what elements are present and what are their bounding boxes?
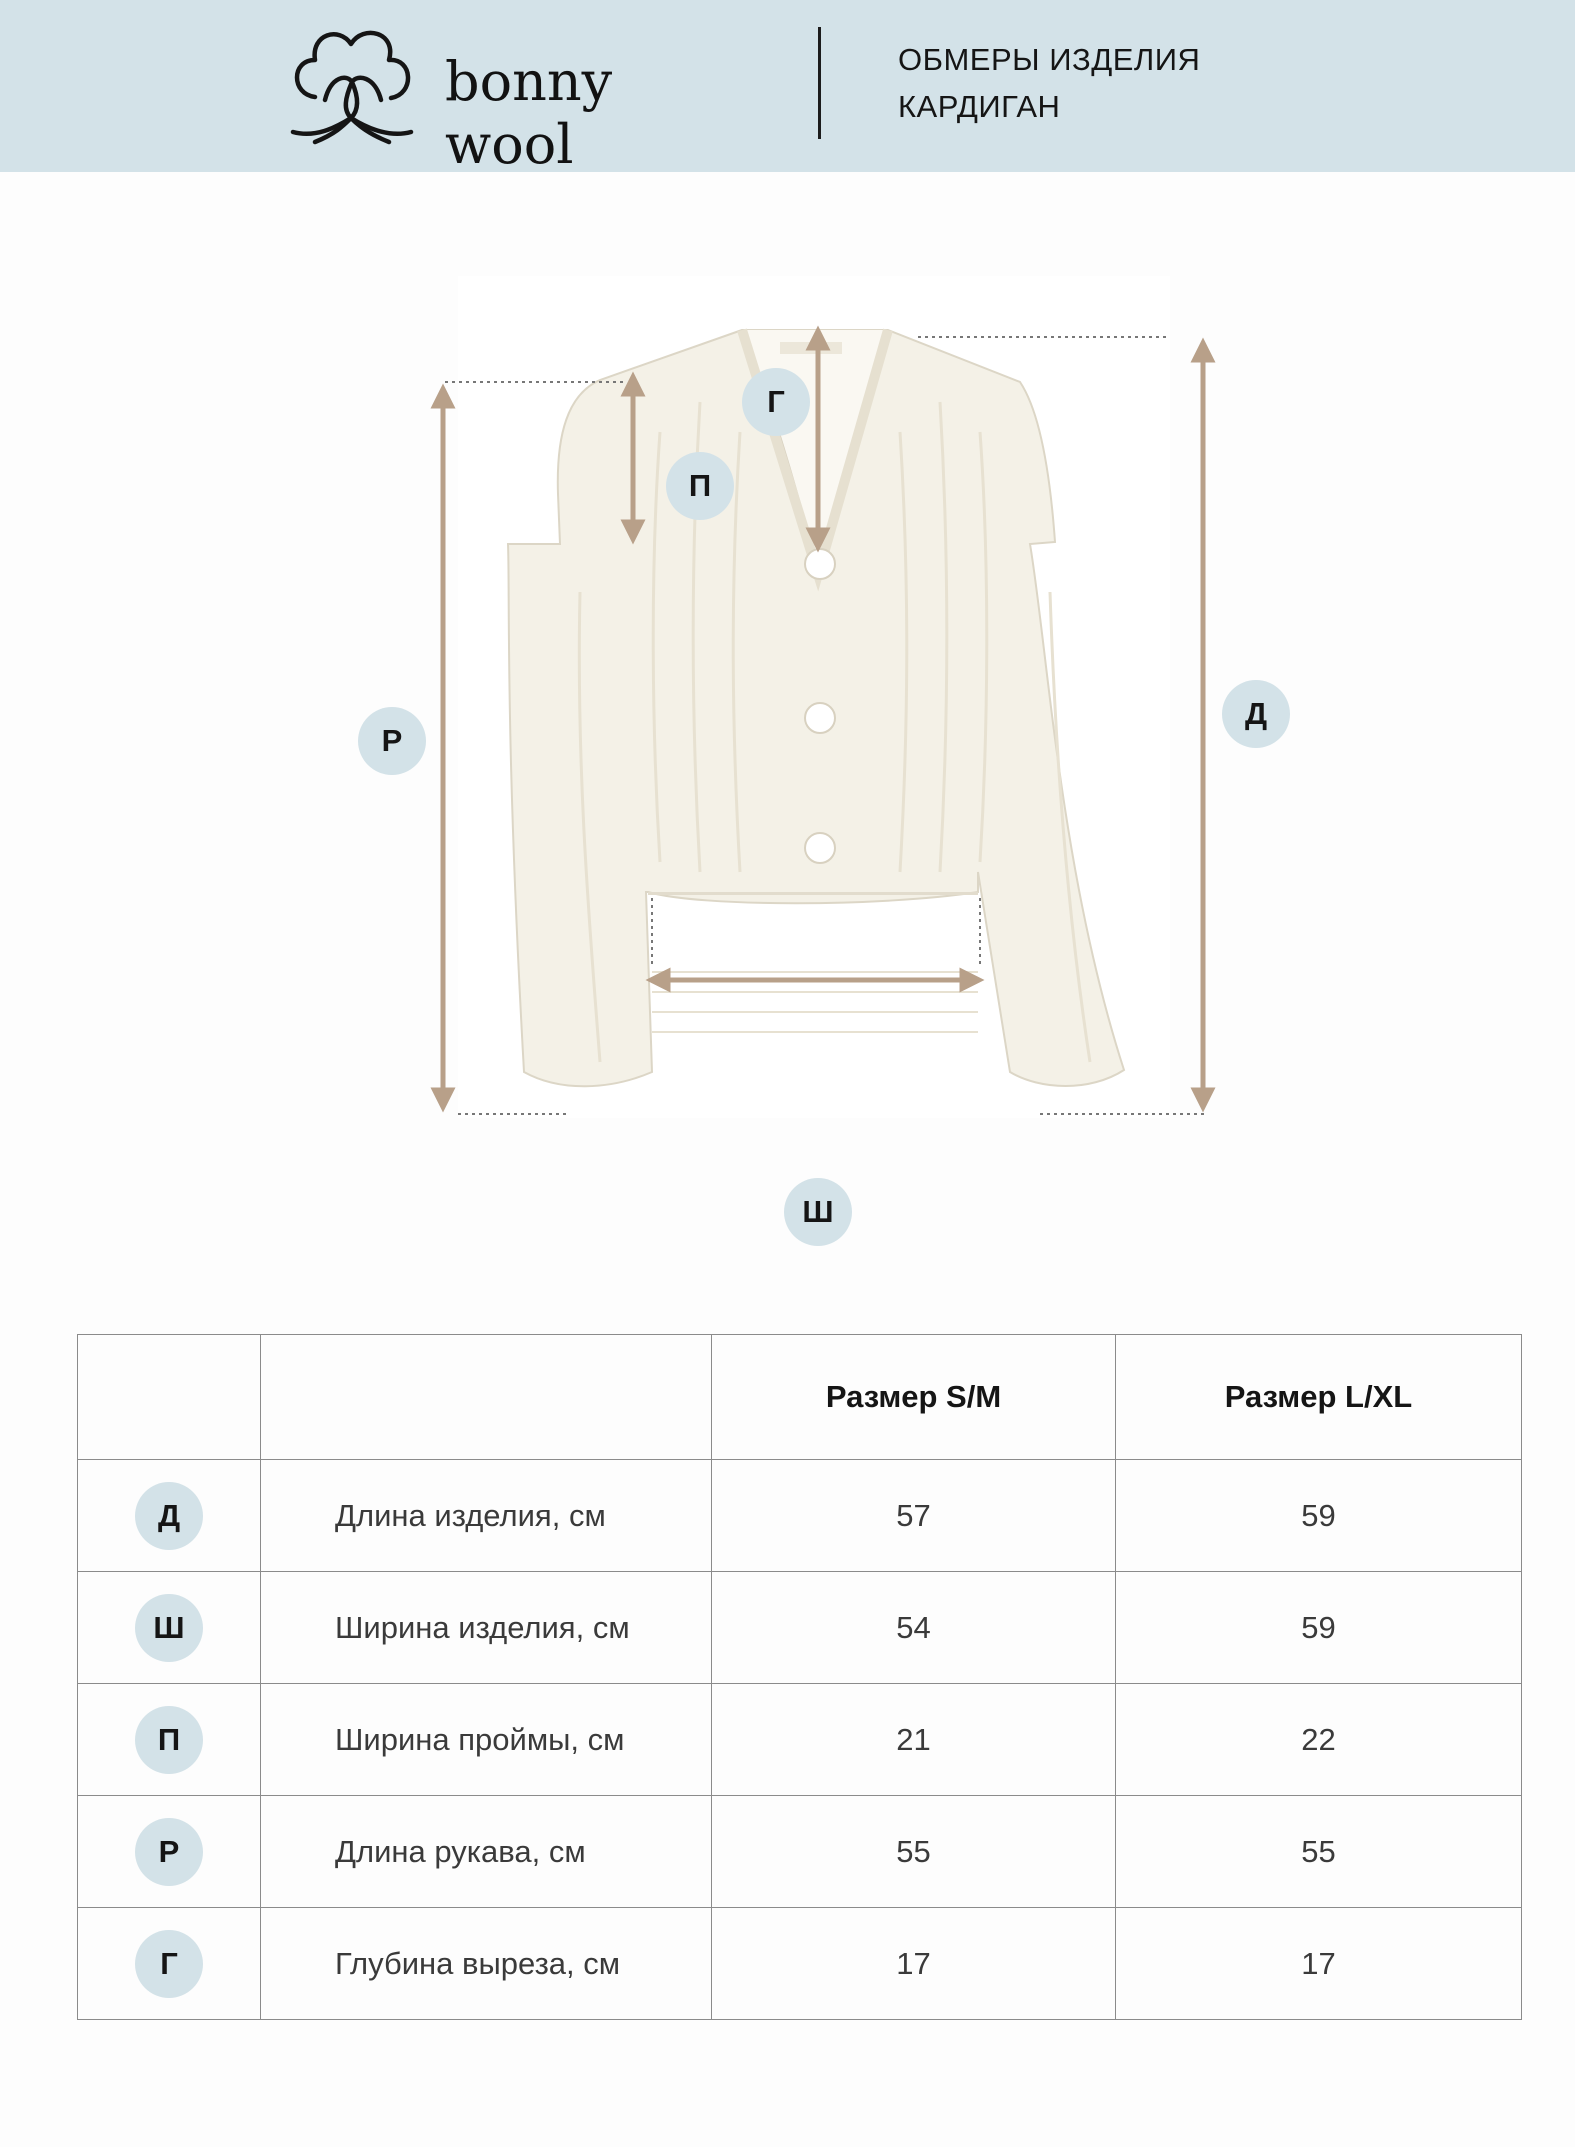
brand-logo[interactable] [285, 22, 755, 176]
value-sm: 21 [712, 1684, 1116, 1796]
value-lxl: 22 [1116, 1684, 1522, 1796]
table-header-cell [261, 1335, 712, 1460]
table-header-row [78, 1335, 1522, 1460]
value-lxl: 59 [1116, 1460, 1522, 1572]
measure-badge: Д [135, 1482, 203, 1550]
measure-name: Глубина выреза, см [261, 1908, 712, 2020]
header-divider [818, 27, 821, 139]
value-lxl: 17 [1116, 1908, 1522, 2020]
brand-name: bonny wool [445, 50, 613, 176]
label-g-badge: Г [742, 368, 810, 436]
measure-badge: Ш [135, 1594, 203, 1662]
table-row [78, 1460, 1522, 1572]
garment-figure [0, 172, 1575, 1229]
cardigan-illustration [0, 172, 1575, 1172]
page-title: ОБМЕРЫ ИЗДЕЛИЯ [898, 42, 1201, 77]
table-row [78, 1796, 1522, 1908]
measure-name: Длина изделия, см [261, 1460, 712, 1572]
value-sm: 57 [712, 1460, 1116, 1572]
measure-badge: Г [135, 1930, 203, 1998]
cotton-flower-icon [285, 22, 420, 147]
label-p-badge: П [666, 452, 734, 520]
size-table [77, 1334, 1522, 2020]
label-d-badge: Д [1222, 680, 1290, 748]
measure-name: Ширина изделия, см [261, 1572, 712, 1684]
label-r-badge: Р [358, 707, 426, 775]
table-header-size-sm: Размер S/M [712, 1335, 1116, 1460]
value-sm: 17 [712, 1908, 1116, 2020]
label-sh-badge: Ш [784, 1178, 852, 1246]
table-row [78, 1572, 1522, 1684]
value-lxl: 55 [1116, 1796, 1522, 1908]
table-row [78, 1908, 1522, 2020]
measure-badge: П [135, 1706, 203, 1774]
page-subtitle: КАРДИГАН [898, 89, 1061, 124]
table-row [78, 1684, 1522, 1796]
table-header-cell [78, 1335, 261, 1460]
value-sm: 55 [712, 1796, 1116, 1908]
table-header-size-lxl: Размер L/XL [1116, 1335, 1522, 1460]
measure-badge: Р [135, 1818, 203, 1886]
value-lxl: 59 [1116, 1572, 1522, 1684]
measure-name: Длина рукава, см [261, 1796, 712, 1908]
value-sm: 54 [712, 1572, 1116, 1684]
measure-name: Ширина проймы, см [261, 1684, 712, 1796]
header-bar [0, 0, 1575, 176]
